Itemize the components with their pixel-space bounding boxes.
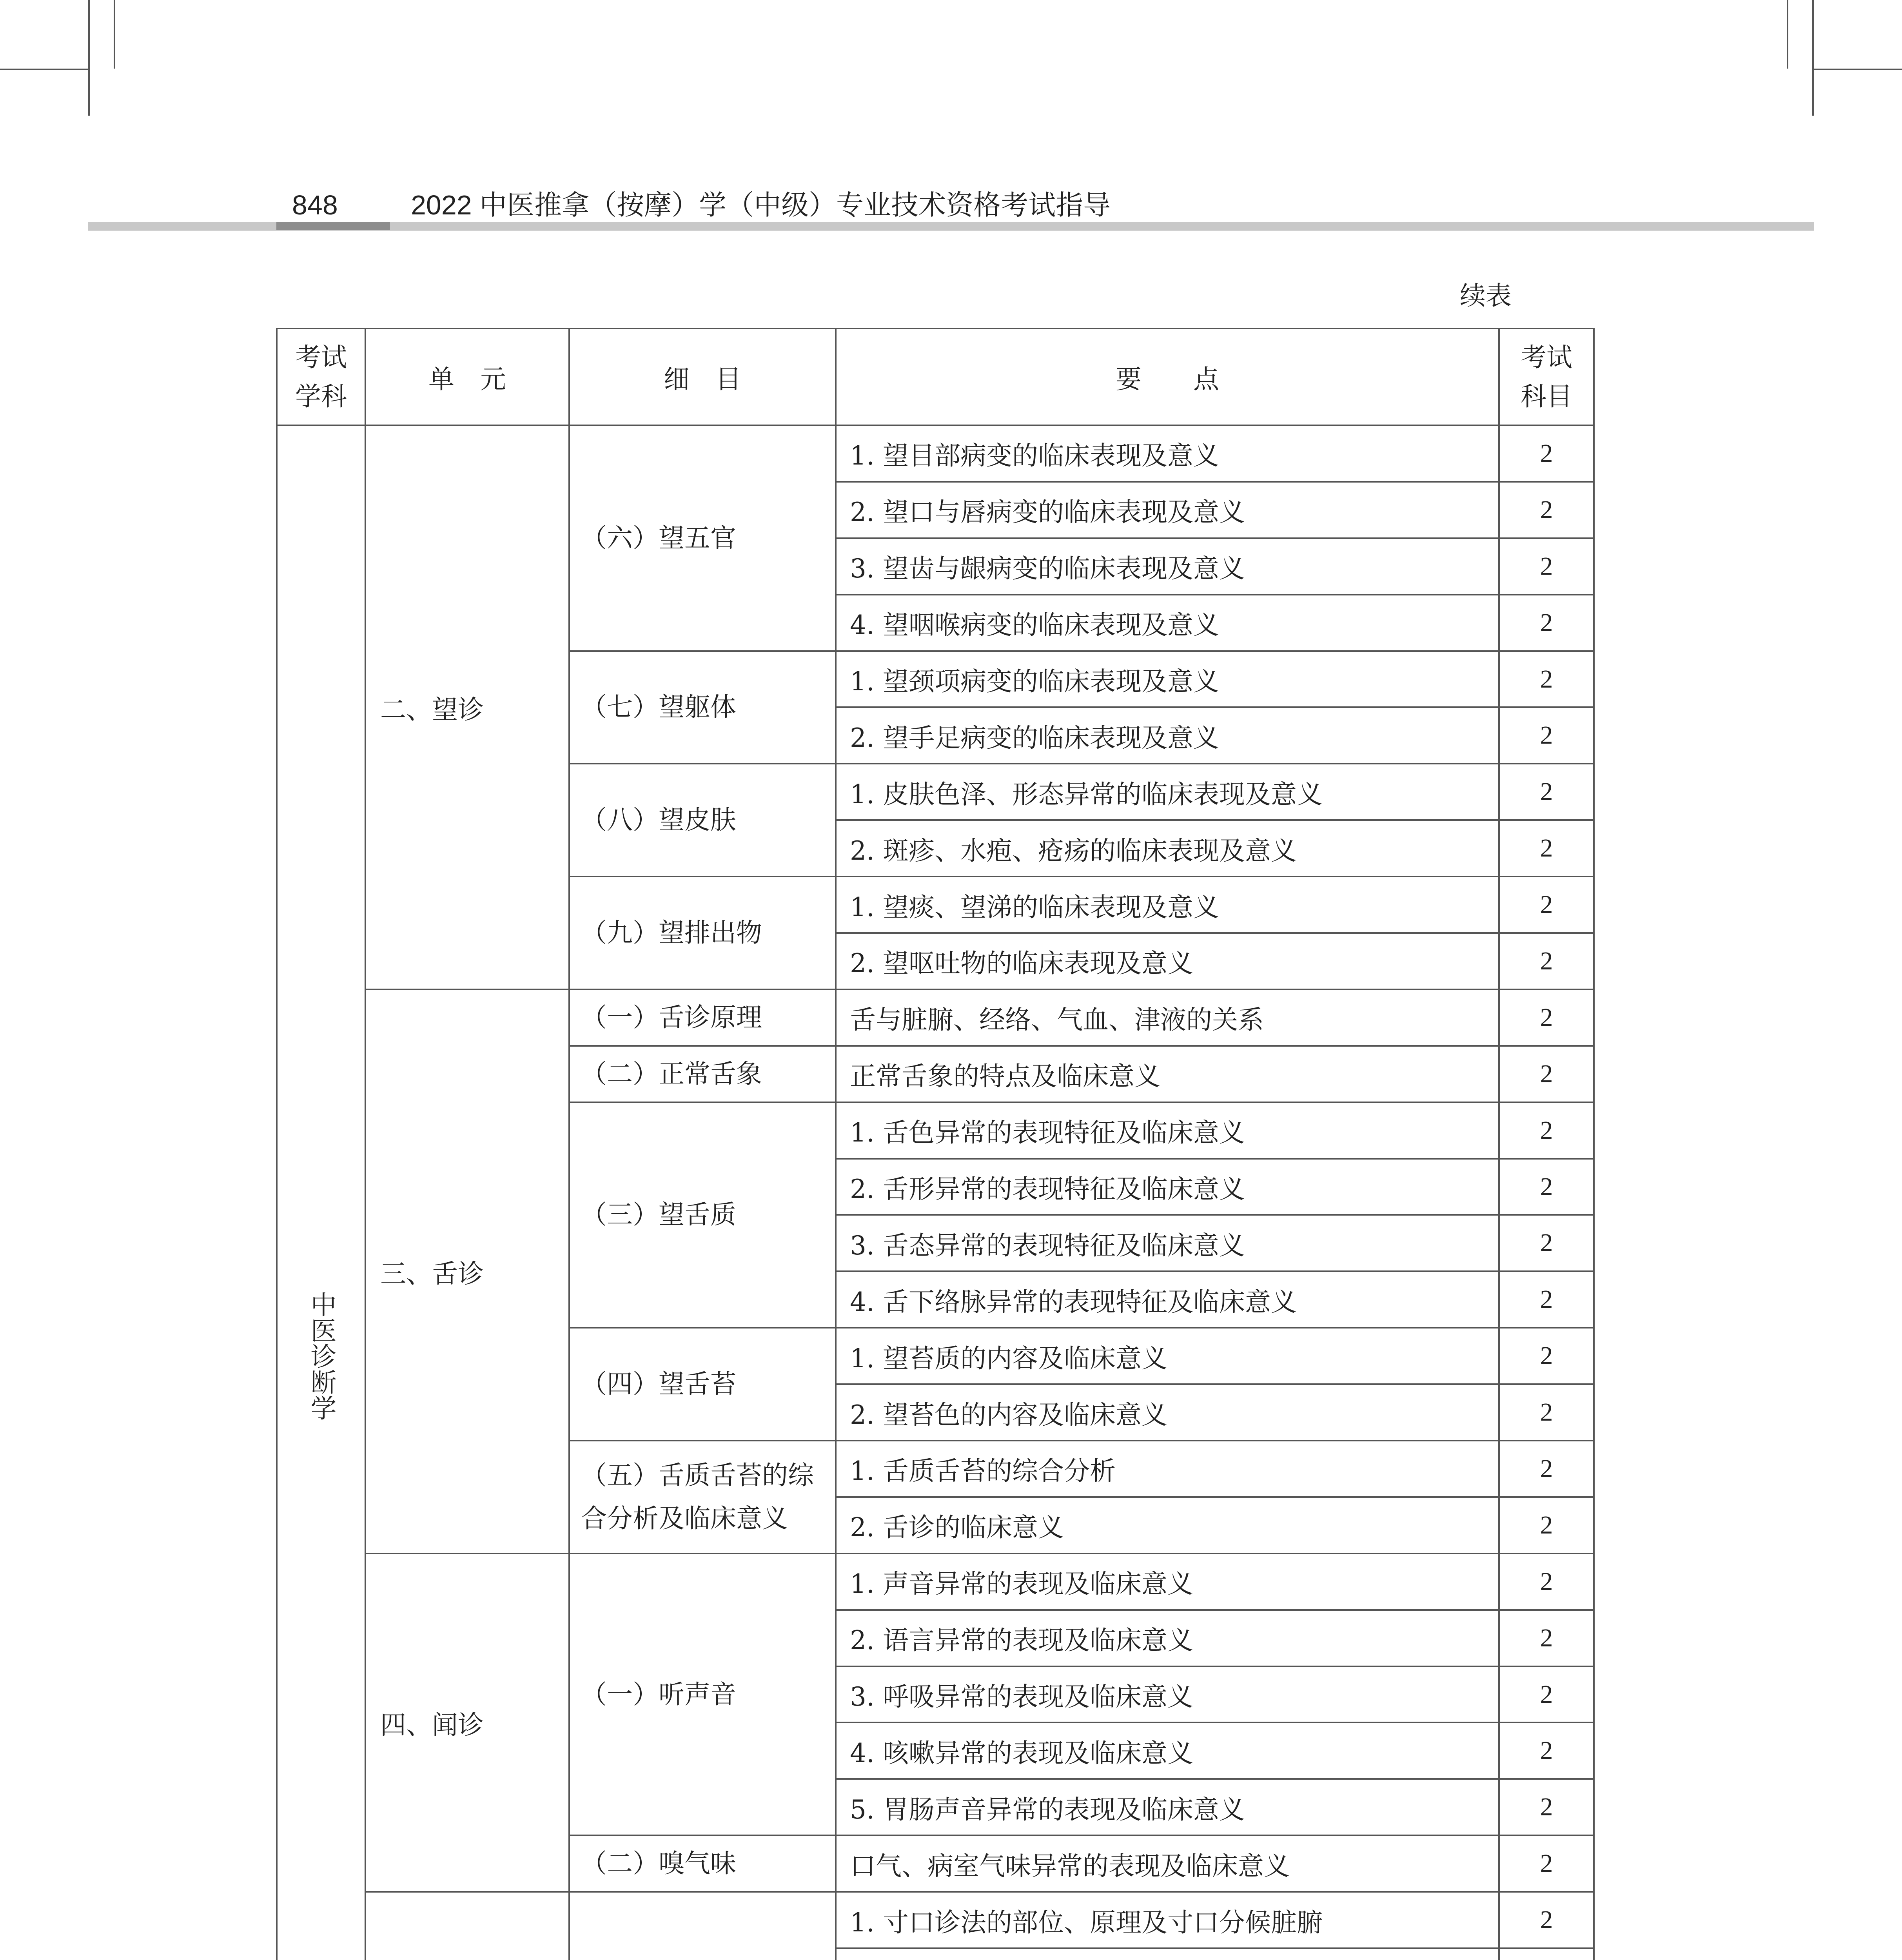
- book-title: 2022 中医推拿（按摩）学（中级）专业技术资格考试指导: [411, 190, 1111, 220]
- point-cell: 2. 斑疹、水疱、疮疡的临床表现及意义: [836, 820, 1499, 877]
- table-row: [277, 989, 1594, 1046]
- crop-mark: [1814, 69, 1902, 70]
- point-cell: 1. 寸口诊法的部位、原理及寸口分候脏腑: [836, 1892, 1499, 1948]
- table-header-row: [277, 328, 1594, 425]
- exam-cell: 2: [1499, 1046, 1594, 1102]
- exam-cell: 2: [1499, 820, 1594, 877]
- header-subject: 考试 学科: [277, 328, 365, 425]
- header-points: 要 点: [836, 328, 1499, 425]
- exam-cell: 2: [1499, 1215, 1594, 1271]
- exam-cell: 2: [1499, 1384, 1594, 1441]
- header-exam: 考试 科目: [1499, 328, 1594, 425]
- detail-cell: （七）望躯体: [569, 651, 836, 764]
- point-cell: 1. 声音异常的表现及临床意义: [836, 1553, 1499, 1610]
- detail-cell: （一）舌诊原理: [569, 989, 836, 1046]
- exam-cell: 2: [1499, 538, 1594, 595]
- exam-cell: 2: [1499, 482, 1594, 538]
- point-cell: 4. 咳嗽异常的表现及临床意义: [836, 1722, 1499, 1779]
- unit-cell: [365, 1892, 569, 1960]
- point-cell: 3. 舌态异常的表现特征及临床意义: [836, 1215, 1499, 1271]
- crop-mark: [1812, 0, 1814, 116]
- point-cell: 3. 呼吸异常的表现及临床意义: [836, 1666, 1499, 1723]
- point-cell: [836, 1948, 1499, 1960]
- exam-cell: 2: [1499, 989, 1594, 1046]
- point-cell: 2. 舌形异常的表现特征及临床意义: [836, 1159, 1499, 1215]
- unit-cell: 四、闻诊: [365, 1553, 569, 1892]
- point-cell: 4. 舌下络脉异常的表现特征及临床意义: [836, 1271, 1499, 1328]
- exam-cell: 2: [1499, 651, 1594, 708]
- exam-cell: 2: [1499, 595, 1594, 651]
- crop-mark: [114, 0, 115, 69]
- subject-cell: [277, 425, 365, 1960]
- exam-cell: 2: [1499, 877, 1594, 933]
- unit-cell: 三、舌诊: [365, 989, 569, 1553]
- exam-cell: 2: [1499, 1779, 1594, 1835]
- crop-mark: [1787, 0, 1788, 69]
- header-rule-accent: [276, 222, 390, 230]
- point-cell: 2. 望苔色的内容及临床意义: [836, 1384, 1499, 1441]
- detail-cell: （四）望舌苔: [569, 1328, 836, 1441]
- detail-cell: [569, 1892, 836, 1960]
- exam-cell: 2: [1499, 1610, 1594, 1666]
- exam-cell: [1499, 1948, 1594, 1960]
- table-row: [277, 1553, 1594, 1610]
- header-rule-line: [88, 230, 1814, 231]
- point-cell: 2. 望手足病变的临床表现及意义: [836, 707, 1499, 764]
- exam-cell: 2: [1499, 933, 1594, 989]
- exam-cell: 2: [1499, 1553, 1594, 1610]
- point-cell: 1. 望痰、望涕的临床表现及意义: [836, 877, 1499, 933]
- exam-cell: 2: [1499, 1497, 1594, 1553]
- exam-cell: 2: [1499, 1271, 1594, 1328]
- detail-cell: （一）听声音: [569, 1553, 836, 1835]
- point-cell: 1. 舌质舌苔的综合分析: [836, 1441, 1499, 1497]
- point-cell: 1. 望目部病变的临床表现及意义: [836, 425, 1499, 482]
- crop-mark: [88, 0, 90, 116]
- unit-cell: 二、望诊: [365, 425, 569, 989]
- point-cell: 1. 舌色异常的表现特征及临床意义: [836, 1102, 1499, 1159]
- exam-cell: 2: [1499, 1666, 1594, 1723]
- exam-cell: 2: [1499, 1159, 1594, 1215]
- header-unit: 单 元: [365, 328, 569, 425]
- point-cell: 4. 望咽喉病变的临床表现及意义: [836, 595, 1499, 651]
- detail-cell: （二）嗅气味: [569, 1835, 836, 1892]
- subject-text: 中医诊断学: [306, 1291, 336, 1421]
- header-detail: 细 目: [569, 328, 836, 425]
- detail-cell: （三）望舌质: [569, 1102, 836, 1328]
- exam-cell: 2: [1499, 1441, 1594, 1497]
- crop-mark: [0, 69, 88, 70]
- exam-cell: 2: [1499, 1892, 1594, 1948]
- point-cell: 正常舌象的特点及临床意义: [836, 1046, 1499, 1102]
- table-row: [277, 1892, 1594, 1948]
- point-cell: 2. 舌诊的临床意义: [836, 1497, 1499, 1553]
- detail-cell: （六）望五官: [569, 425, 836, 651]
- exam-cell: 2: [1499, 764, 1594, 820]
- detail-cell: （八）望皮肤: [569, 764, 836, 877]
- detail-cell: （二）正常舌象: [569, 1046, 836, 1102]
- table-row: [277, 425, 1594, 482]
- exam-cell: 2: [1499, 425, 1594, 482]
- point-cell: 2. 语言异常的表现及临床意义: [836, 1610, 1499, 1666]
- point-cell: 2. 望口与唇病变的临床表现及意义: [836, 482, 1499, 538]
- page-number: 848: [292, 190, 338, 220]
- syllabus-table: [276, 328, 1595, 1960]
- exam-cell: 2: [1499, 1328, 1594, 1384]
- point-cell: 2. 望呕吐物的临床表现及意义: [836, 933, 1499, 989]
- exam-cell: 2: [1499, 1835, 1594, 1892]
- point-cell: 1. 望颈项病变的临床表现及意义: [836, 651, 1499, 708]
- continued-table-label: 续表: [1460, 281, 1512, 311]
- exam-cell: 2: [1499, 1102, 1594, 1159]
- point-cell: 舌与脏腑、经络、气血、津液的关系: [836, 989, 1499, 1046]
- detail-cell: （九）望排出物: [569, 877, 836, 989]
- point-cell: 1. 皮肤色泽、形态异常的临床表现及意义: [836, 764, 1499, 820]
- detail-cell: （五）舌质舌苔的综合分析及临床意义: [569, 1441, 836, 1553]
- point-cell: 5. 胃肠声音异常的表现及临床意义: [836, 1779, 1499, 1835]
- point-cell: 1. 望苔质的内容及临床意义: [836, 1328, 1499, 1384]
- exam-cell: 2: [1499, 1722, 1594, 1779]
- exam-cell: 2: [1499, 707, 1594, 764]
- point-cell: 口气、病室气味异常的表现及临床意义: [836, 1835, 1499, 1892]
- point-cell: 3. 望齿与龈病变的临床表现及意义: [836, 538, 1499, 595]
